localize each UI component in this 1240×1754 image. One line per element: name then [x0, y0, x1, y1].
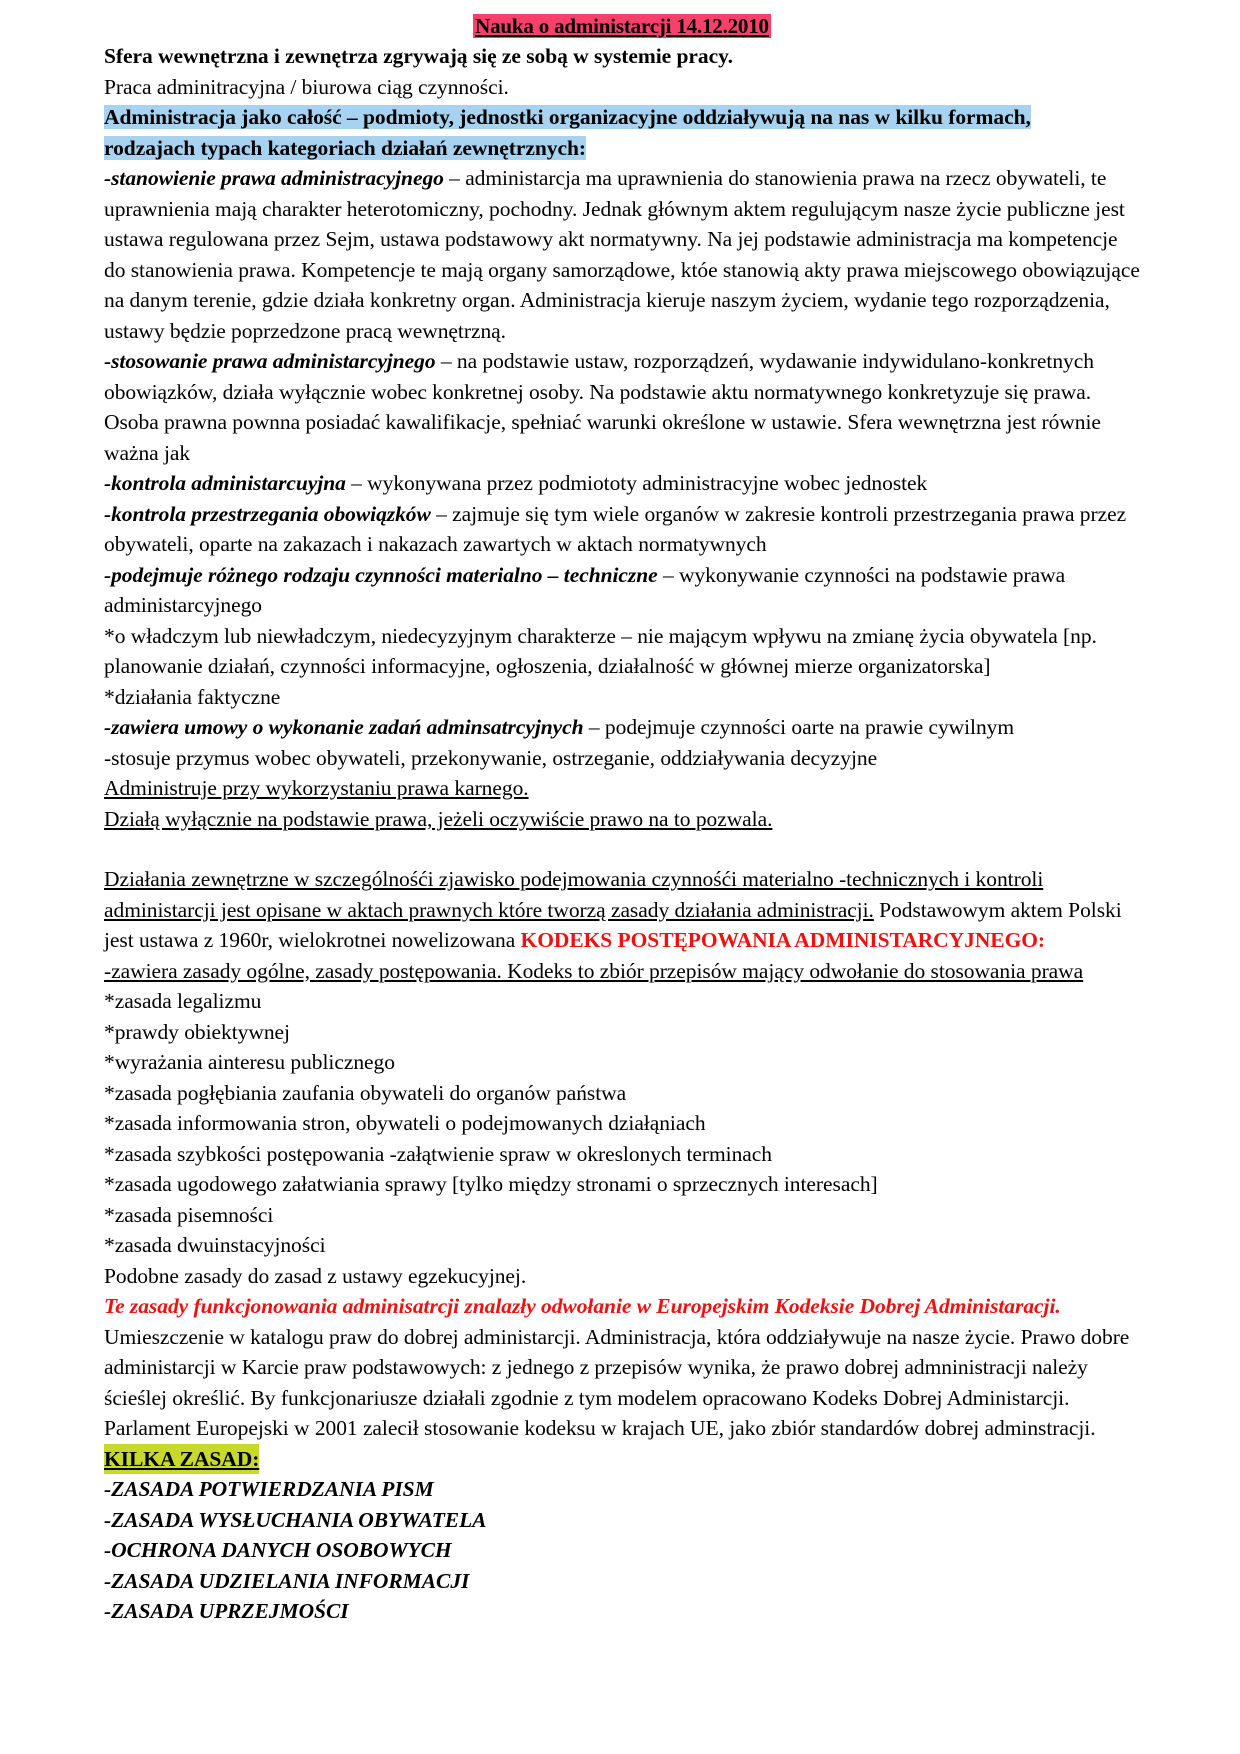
paragraph-prawo-karne: Administruje przy wykorzystaniu prawa karnego.: [104, 776, 529, 800]
list-item-informowanie-stron: *zasada informowania stron, obywateli o podejmowanych działąniach: [104, 1111, 706, 1135]
underlined-segment-dzialania: Działania zewnętrzne w szczególnośći zjawisko podejmowania czynnośći materialno -technicznych i kontroli administarcji jest opisane w aktach prawnych które tworzą zasady działania administracji.: [104, 867, 1044, 922]
dzialania-tail: Podstawowym aktem Polski jest ustawa z 1960r, wielokrotnei nowelizowana: [104, 897, 1122, 952]
term-kontrola-administracyjna: -kontrola administarcuyjna: [104, 471, 346, 495]
paragraph-intro-1: Sfera wewnętrzna i zewnętrza zgrywają się ze sobą w systemie pracy.: [104, 44, 733, 68]
paragraph-zawiera-zasady: -zawiera zasady ogólne, zasady postępowania. Kodeks to zbiór przepisów mający odwołanie do stosowania prawa: [104, 958, 1084, 983]
paragraph-europejski-kodeks: [104, 1291, 1140, 1322]
list-item-udzielanie-informacji: -ZASADA UDZIELANIA INFORMACJI: [104, 1568, 470, 1593]
paragraph-dzialania-zewnetrzne: [104, 864, 1140, 956]
paragraph-spacer: [104, 834, 1140, 864]
term-kontrola-przestrzegania: -kontrola przestrzegania obowiązków: [104, 501, 431, 526]
paragraph-umowy: [104, 712, 1140, 743]
list-item-zasada-legalizmu: *zasada legalizmu: [104, 989, 262, 1013]
heading-kilka-zasad-row: [104, 1444, 1140, 1475]
paragraph-admin-whole-2: [104, 133, 1140, 164]
paragraph-umieszczenie-katalog: Umieszczenie w katalogu praw do dobrej administarcji. Administracja, która oddziaływuje na nasze życie. Prawo dobre administarcji w Karcie praw podstawowych: z jednego z przepisów wynika, że prawo dobrej admninistracji należy ścieślej określić. By funkcjonariusze działali zgodnie z tym modelem opracowano Kodeks Dobrej Administarcji. Parlament Europejski w 2001 zalecił stosowanie kodeksu w krajach UE, jako zbiór standardów dobrej adminstracji.: [104, 1324, 1130, 1440]
paragraph-admin-whole-1: [104, 102, 1140, 133]
red-heading-kpa: KODEKS POSTĘPOWANIA ADMINISTARCYJNEGO:: [520, 928, 1046, 952]
paragraph-intro-2: Praca adminitracyjna / biurowa ciąg czynności.: [104, 74, 509, 99]
paragraph-dzialania-faktyczne: *działania faktyczne: [104, 684, 281, 709]
highlighted-text-blue-1: Administracja jako całość – podmioty, jednostki organizacyjne oddziaływują na nas w kilku formach,: [104, 105, 1031, 129]
highlighted-text-blue-2: rodzajach typach kategoriach działań zewnętrznych:: [104, 135, 586, 160]
list-item-interes-publiczny: *wyrażania ainteresu publicznego: [104, 1050, 395, 1074]
term-stanowienie-body: – administarcja ma uprawnienia do stanowienia prawa na rzecz obywateli, te uprawnienia mają charakter heterotomiczny, pochodny. Jednak głównym aktem regulującym nasze życie publiczne jest ustawa regulowana przez Sejm, ustawa podstawowy akt normatywny. Na jej podstawie administracja ma kompetencje do stanowienia prawa. Kompetencje te mają organy samorządowe, któe stanowią akty prawa miejscowego obowiązujące na danym terenie, gdzie działa konkretny organ. Administracja kieruje naszym życiem, wydanie tego rozporządzenia, ustawy będzie poprzedzone pracą wewnętrzną.: [104, 166, 1140, 343]
red-italic-europejski-kodeks: Te zasady funkcjonowania adminisatrcji znalazły odwołanie w Europejskim Kodeksie Dobrej Administaracji.: [104, 1294, 1061, 1318]
term-zawiera-umowy-body: – podejmuje czynności oarte na prawie cywilnym: [583, 715, 1015, 739]
list-item-prawdy-obiektywnej: *prawdy obiektywnej: [104, 1019, 290, 1044]
term-zawiera-umowy: -zawiera umowy o wykonanie zadań adminsatrcyjnych: [104, 715, 584, 739]
term-czynnosci-body: – wykonywanie czynności na podstawie prawa administarcyjnego: [104, 562, 1066, 617]
page-title: Nauka o administarcji 14.12.2010: [475, 14, 769, 38]
term-kontrola-administracyjna-body: – wykonywana przez podmiototy administracyjne wobec jednostek: [345, 471, 928, 495]
paragraph-dziala-wylacznie: Działą wyłącznie na podstawie prawa, jeżeli oczywiście prawo na to pozwala.: [104, 806, 773, 831]
paragraph-kontrola-administracyjna: [104, 468, 1140, 499]
term-stanowienie-prawa: -stanowienie prawa administracyjnego: [104, 166, 444, 190]
list-item-potwierdzanie-pism: -ZASADA POTWIERDZANIA PISM: [104, 1477, 434, 1501]
paragraph-czynnosci-materialno-techniczne: [104, 560, 1140, 621]
list-item-poglebianie-zaufania: *zasada pogłębiania zaufania obywateli do organów państwa: [104, 1080, 627, 1105]
term-stosowanie-prawa: -stosowanie prawa administarcyjnego: [104, 349, 436, 373]
list-item-dwuinstancyjnosc: *zasada dwuinstacyjności: [104, 1233, 326, 1257]
term-czynnosci-materialno-techniczne: -podejmuje różnego rodzaju czynności materialno – techniczne: [104, 562, 658, 587]
paragraph-kontrola-przestrzegania: [104, 499, 1140, 560]
heading-kilka-zasad: KILKA ZASAD:: [104, 1444, 259, 1475]
list-item-ochrona-danych: -OCHRONA DANYCH OSOBOWYCH: [104, 1538, 452, 1562]
list-item-szybkosc-postepowania: *zasada szybkości postępowania -załątwienie spraw w okreslonych terminach: [104, 1141, 772, 1166]
list-item-pisemnosc: *zasada pisemności: [104, 1202, 274, 1227]
paragraph-wladczy-charakter: *o władczym lub niewładczym, niedecyzyjnym charakterze – nie mającym wpływu na zmianę życia obywatela [np. planowanie działań, czynności informacyjne, ogłoszenia, działalność w głównej mierze organizatorska]: [104, 623, 1097, 678]
document-title-row: [104, 14, 1140, 39]
term-kontrola-przestrzegania-body: – zajmuje się tym wiele organów w zakresie kontroli przestrzegania prawa przez obywateli, oparte na zakazach i nakazach zawartych w aktach normatywnych: [104, 501, 1127, 556]
paragraph-stosowanie: [104, 346, 1140, 468]
list-item-ugodowe-zalatwianie: *zasada ugodowego załatwiania sprawy [tylko między stronami o sprzecznych interesach]: [104, 1172, 878, 1196]
list-item-wysluchanie-obywatela: -ZASADA WYSŁUCHANIA OBYWATELA: [104, 1507, 487, 1532]
list-item-uprzejmosc: -ZASADA UPRZEJMOŚCI: [104, 1599, 349, 1623]
term-stosowanie-body: – na podstawie ustaw, rozporządzeń, wydawanie indywidulano-konkretnych obowiązków, działa wyłącznie wobec konkretnej osoby. Na podstawie aktu normatywnego konkretyzuje się prawa. Osoba prawna pownna posiadać kawalifikacje, spełniać warunki określone w ustawie. Sfera wewnętrzna jest równie ważna jak: [104, 349, 1101, 465]
paragraph-przymus: -stosuje przymus wobec obywateli, przekonywanie, ostrzeganie, oddziaływania decyzyjne: [104, 745, 878, 770]
paragraph-stanowienie: [104, 163, 1140, 346]
paragraph-podobne-zasady: Podobne zasady do zasad z ustawy egzekucyjnej.: [104, 1263, 527, 1288]
